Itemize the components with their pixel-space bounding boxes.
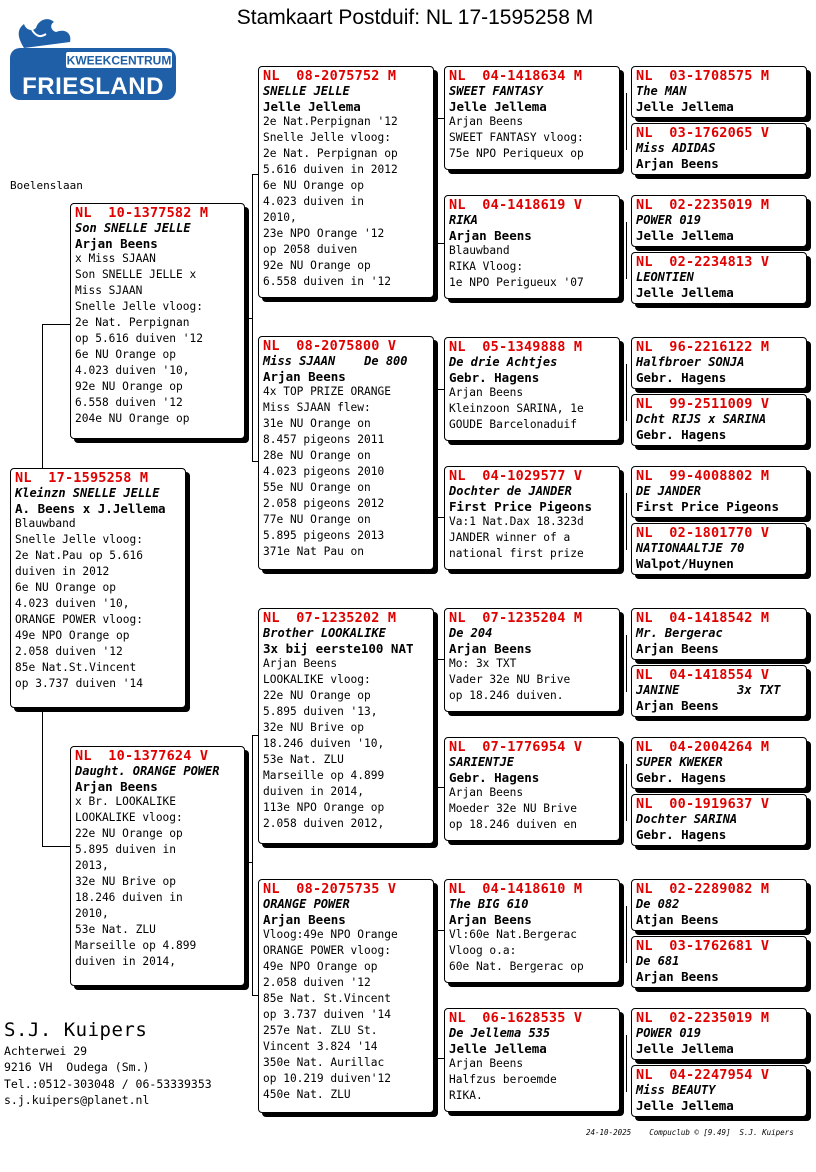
- connector: [437, 389, 438, 517]
- pigeon-name: Miss ADIDAS: [636, 141, 716, 155]
- ring-number: NL 04-1418542 M: [636, 610, 770, 626]
- info-line: 350e Nat. Aurillac: [263, 1056, 385, 1069]
- ring-number: NL 04-2004264 M: [636, 739, 770, 755]
- info-line: Vloog:49e NPO Orange: [263, 928, 398, 941]
- info-line: RIKA.: [449, 1089, 483, 1102]
- info-line: 6e NU Orange op: [75, 348, 177, 361]
- info-line: Snelle Jelle vloog:: [75, 300, 203, 313]
- info-line: op 3.737 duiven '14: [263, 1008, 391, 1021]
- info-line: 75e NPO Periqueux op: [449, 147, 584, 160]
- info-line: 53e Nat. ZLU: [75, 923, 156, 936]
- ring-number: NL 05-1349888 M: [449, 339, 583, 355]
- pigeon-card-sire-sire-sire[interactable]: [444, 66, 620, 170]
- info-line: Arjan Beens: [449, 386, 524, 399]
- breeder-name: Arjan Beens: [75, 236, 158, 251]
- breeder-name: Arjan Beens: [449, 641, 532, 656]
- info-line: JANDER winner of a: [449, 531, 571, 544]
- info-line: op 2058 duiven: [263, 243, 358, 256]
- breeder-name: Jelle Jellema: [636, 228, 734, 243]
- connector: [42, 324, 43, 470]
- breeder-name: Arjan Beens: [636, 969, 719, 984]
- connector: [626, 222, 627, 279]
- pigeon-card-sire-sire[interactable]: [258, 66, 434, 298]
- ring-number: NL 07-1235202 M: [263, 610, 397, 626]
- connector: [437, 930, 438, 1058]
- info-line: 5.895 duiven '13,: [263, 705, 378, 718]
- pigeon-card-gg-12[interactable]: [631, 794, 807, 846]
- pigeon-card-gg-5[interactable]: [631, 337, 807, 389]
- pigeon-name: POWER 019: [636, 1026, 702, 1040]
- pigeon-name: De 681: [636, 954, 680, 968]
- info-line: 55e NU Orange on: [263, 481, 371, 494]
- connector: [626, 1035, 627, 1092]
- info-line: Vader 32e NU Brive: [449, 673, 571, 686]
- info-line: LOOKALIKE vloog:: [263, 673, 371, 686]
- breeder-name: Gebr. Hagens: [636, 370, 727, 385]
- info-line: ORANGE POWER vloog:: [15, 613, 143, 626]
- pigeon-card-gg-14[interactable]: [631, 936, 807, 988]
- pigeon-name: De 082: [636, 897, 680, 911]
- pigeon-name: Mr. Bergerac: [636, 626, 723, 640]
- info-line: 2010,: [75, 907, 109, 920]
- info-line: x Miss SJAAN: [75, 252, 156, 265]
- breeder-name: Arjan Beens: [636, 156, 719, 171]
- info-line: Snelle Jelle vloog:: [15, 533, 143, 546]
- pigeon-card-gg-6[interactable]: [631, 394, 807, 446]
- ring-number: NL 02-2289082 M: [636, 881, 770, 897]
- info-line: Vincent 3.824 '14: [263, 1040, 378, 1053]
- pigeon-card-gg-10[interactable]: [631, 665, 807, 717]
- pigeon-name: Dochter de JANDER: [449, 484, 572, 498]
- pigeon-card-gg-7[interactable]: [631, 466, 807, 518]
- info-line: Halfzus beroemde: [449, 1073, 557, 1086]
- ring-number: NL 00-1919637 V: [636, 796, 770, 812]
- owner-city: 9216 VH Oudega (Sm.): [4, 1060, 150, 1074]
- ring-number: NL 07-1235204 M: [449, 610, 583, 626]
- info-line: 2e Nat. Perpignan op: [263, 147, 398, 160]
- connector: [626, 635, 627, 692]
- pigeon-name: Halfbroer SONJA: [636, 355, 745, 369]
- info-line: SWEET FANTASY vloog:: [449, 131, 584, 144]
- ring-number: NL 02-2234813 V: [636, 254, 770, 270]
- connector: [626, 364, 627, 421]
- pigeon-card-gg-13[interactable]: [631, 879, 807, 931]
- pigeon-card-dam-sire-sire[interactable]: [444, 608, 620, 712]
- breeder-name: Arjan Beens: [636, 698, 719, 713]
- owner-email[interactable]: s.j.kuipers@planet.nl: [4, 1093, 150, 1107]
- pigeon-card-sire-dam[interactable]: [258, 336, 434, 570]
- breeder-name: Arjan Beens: [75, 779, 158, 794]
- info-line: 92e NU Orange op: [263, 259, 371, 272]
- logo-bottom-text: FRIESLAND: [22, 73, 164, 100]
- ring-number: NL 08-2075752 M: [263, 68, 397, 84]
- pigeon-card-dam[interactable]: [70, 746, 245, 986]
- breeder-name: Arjan Beens: [636, 641, 719, 656]
- connector: [626, 493, 627, 550]
- breeder-name: Gebr. Hagens: [449, 370, 540, 385]
- ring-number: NL 03-1762065 V: [636, 125, 770, 141]
- breeder-name: Jelle Jellema: [449, 99, 547, 114]
- info-line: 257e Nat. ZLU St.: [263, 1024, 378, 1037]
- pigeon-card-gg-2[interactable]: [631, 123, 807, 175]
- info-line: 1e NPO Perigueux '07: [449, 276, 584, 289]
- breeder-name: Arjan Beens: [449, 912, 532, 927]
- info-line: Marseille op 4.899: [263, 769, 385, 782]
- info-line: Arjan Beens: [449, 786, 524, 799]
- pigeon-name: LEONTIEN: [636, 270, 694, 284]
- info-line: Vloog o.a:: [449, 944, 517, 957]
- pigeon-card-sire-dam-dam[interactable]: [444, 466, 620, 570]
- breeder-name: Jelle Jellema: [636, 99, 734, 114]
- pigeon-name: POWER 019: [636, 213, 702, 227]
- breeder-name: A. Beens x J.Jellema: [15, 501, 166, 516]
- page-title: Stamkaart Postduif: NL 17-1595258 M: [236, 6, 594, 29]
- info-line: Arjan Beens: [263, 657, 338, 670]
- connector: [626, 764, 627, 821]
- info-line: Miss SJAAN flew:: [263, 401, 371, 414]
- breeder-name: Jelle Jellema: [449, 1041, 547, 1056]
- pigeon-card-gg-16[interactable]: [631, 1065, 807, 1117]
- info-line: LOOKALIKE vloog:: [75, 811, 183, 824]
- breeder-name: Gebr. Hagens: [636, 427, 727, 442]
- ring-number: NL 07-1776954 V: [449, 739, 583, 755]
- owner-phone: Tel.:0512-303048 / 06-53339353: [4, 1077, 212, 1091]
- breeder-name: First Price Pigeons: [449, 499, 592, 514]
- ring-number: NL 03-1762681 V: [636, 938, 770, 954]
- info-line: Arjan Beens: [449, 1057, 524, 1070]
- ring-number: NL 99-4008802 M: [636, 468, 770, 484]
- connector: [42, 708, 43, 846]
- info-line: 2e Nat.Perpignan '12: [263, 115, 398, 128]
- connector: [42, 324, 72, 325]
- info-line: Blauwband: [15, 517, 76, 530]
- location-label: Boelenslaan: [10, 179, 83, 192]
- pigeon-name: ORANGE POWER: [263, 897, 350, 911]
- info-line: 5.895 duiven in: [75, 843, 177, 856]
- info-line: 204e NU Orange op: [75, 412, 190, 425]
- info-line: 49e NPO Orange op: [263, 960, 378, 973]
- pigeon-name: Dcht RIJS x SARINA: [636, 412, 767, 426]
- pigeon-card-sire-sire-dam[interactable]: [444, 195, 620, 299]
- breeder-name: Gebr. Hagens: [636, 827, 727, 842]
- info-line: 2.058 duiven '12: [263, 976, 371, 989]
- info-line: 32e NU Brive op: [263, 721, 365, 734]
- info-line: 2.058 duiven 2012,: [263, 817, 385, 830]
- info-line: 22e NU Orange op: [263, 689, 371, 702]
- info-line: 2e Nat. Perpignan: [75, 316, 190, 329]
- breeder-name: Jelle Jellema: [636, 1098, 734, 1113]
- ring-number: NL 04-1418619 V: [449, 197, 583, 213]
- breeder-name: Gebr. Hagens: [449, 770, 540, 785]
- logo-top-text: KWEEKCENTRUM: [66, 53, 172, 68]
- info-line: 49e NPO Orange op: [15, 629, 130, 642]
- breeder-name: Atjan Beens: [636, 912, 719, 927]
- pigeon-name: DE JANDER: [636, 484, 702, 498]
- pigeon-name: SNELLE JELLE: [263, 84, 350, 98]
- info-line: 8.457 pigeons 2011: [263, 433, 385, 446]
- pigeon-name: Brother LOOKALIKE: [263, 626, 386, 640]
- info-line: 32e NU Brive op: [75, 875, 177, 888]
- info-line: Marseille op 4.899: [75, 939, 197, 952]
- info-line: 77e NU Orange on: [263, 513, 371, 526]
- info-line: 113e NPO Orange op: [263, 801, 385, 814]
- info-line: op 5.616 duiven '12: [75, 332, 203, 345]
- pigeon-name: Kleinzn SNELLE JELLE: [15, 486, 160, 500]
- info-line: Mo: 3x TXT: [449, 657, 517, 670]
- info-line: 5.895 pigeons 2013: [263, 529, 385, 542]
- info-line: 4.023 duiven in: [263, 195, 365, 208]
- ring-number: NL 06-1628535 V: [449, 1010, 583, 1026]
- pigeon-name: The BIG 610: [449, 897, 529, 911]
- ring-number: NL 03-1708575 M: [636, 68, 770, 84]
- ring-number: NL 10-1377582 M: [75, 205, 209, 221]
- breeder-name: Arjan Beens: [263, 912, 346, 927]
- connector: [437, 659, 438, 787]
- pigeon-name: The MAN: [636, 84, 687, 98]
- owner-street: Achterwei 29: [4, 1044, 88, 1058]
- info-line: 18.246 duiven in: [75, 891, 183, 904]
- pigeon-card-dam-dam-sire[interactable]: [444, 879, 620, 983]
- ring-number: NL 02-2235019 M: [636, 197, 770, 213]
- info-line: 18.246 duiven '10,: [263, 737, 385, 750]
- ring-number: NL 04-2247954 V: [636, 1067, 770, 1083]
- info-line: 85e Nat.St.Vincent: [15, 661, 137, 674]
- info-line: 2010,: [263, 211, 297, 224]
- info-line: 85e Nat. St.Vincent: [263, 992, 391, 1005]
- connector: [626, 93, 627, 150]
- info-line: 2013,: [75, 859, 109, 872]
- info-line: 450e Nat. ZLU: [263, 1088, 351, 1101]
- info-line: national first prize: [449, 547, 584, 560]
- ring-number: NL 02-2235019 M: [636, 1010, 770, 1026]
- pigeon-card-gg-15[interactable]: [631, 1008, 807, 1060]
- info-line: Vl:60e Nat.Bergerac: [449, 928, 577, 941]
- ring-number: NL 08-2075735 V: [263, 881, 397, 897]
- info-line: 53e Nat. ZLU: [263, 753, 344, 766]
- pigeon-name: SWEET FANTASY: [449, 84, 543, 98]
- info-line: 2e Nat.Pau op 5.616: [15, 549, 143, 562]
- info-line: 6.558 duiven in '12: [263, 275, 391, 288]
- ring-number: NL 04-1418610 M: [449, 881, 583, 897]
- info-line: duiven in 2014,: [263, 785, 365, 798]
- breeder-name: Gebr. Hagens: [636, 770, 727, 785]
- info-line: Arjan Beens: [449, 115, 524, 128]
- ring-number: NL 17-1595258 M: [15, 470, 149, 486]
- info-line: Moeder 32e NU Brive: [449, 802, 577, 815]
- info-line: 4.023 duiven '10,: [75, 364, 190, 377]
- pigeon-name: Miss BEAUTY: [636, 1083, 716, 1097]
- info-line: GOUDE Barcelonaduif: [449, 418, 577, 431]
- info-line: 6e NU Orange op: [263, 179, 365, 192]
- info-line: 5.616 duiven in 2012: [263, 163, 398, 176]
- pigeon-card-sire-dam-sire[interactable]: [444, 337, 620, 441]
- info-line: op 10.219 duiven'12: [263, 1072, 391, 1085]
- connector: [252, 735, 253, 995]
- pigeon-card-gg-8[interactable]: [631, 523, 807, 575]
- pigeon-name: RIKA: [449, 213, 478, 227]
- breeder-name: Jelle Jellema: [263, 99, 361, 114]
- breeder-name: 3x bij eerste100 NAT: [263, 641, 414, 656]
- breeder-name: Jelle Jellema: [636, 285, 734, 300]
- pigeon-card-gg-11[interactable]: [631, 737, 807, 789]
- pigeon-card-dam-dam-dam[interactable]: [444, 1008, 620, 1112]
- info-line: op 18.246 duiven.: [449, 689, 564, 702]
- ring-number: NL 99-2511009 V: [636, 396, 770, 412]
- pigeon-name: SUPER KWEKER: [636, 755, 723, 769]
- pigeon-name: Miss SJAAN De 800: [263, 354, 408, 368]
- info-line: 6e NU Orange op: [15, 581, 117, 594]
- pigeon-card-sire[interactable]: [70, 203, 245, 439]
- info-line: Kleinzoon SARINA, 1e: [449, 402, 584, 415]
- pigeon-name: De drie Achtjes: [449, 355, 558, 369]
- owner-name: S.J. Kuipers: [4, 1019, 148, 1041]
- info-line: x Br. LOOKALIKE: [75, 795, 177, 808]
- ring-number: NL 04-1418554 V: [636, 667, 770, 683]
- pigeon-name: Son SNELLE JELLE: [75, 221, 191, 235]
- connector: [437, 118, 438, 243]
- ring-number: NL 04-1029577 V: [449, 468, 583, 484]
- connector: [244, 318, 253, 319]
- kweekcentrum-friesland-logo: [10, 16, 178, 102]
- pigeon-card-subject[interactable]: [10, 468, 186, 708]
- info-line: 92e NU Orange op: [75, 380, 183, 393]
- info-line: Va:1 Nat.Dax 18.323d: [449, 515, 584, 528]
- info-line: op 3.737 duiven '14: [15, 677, 143, 690]
- pigeon-name: Dochter SARINA: [636, 812, 738, 826]
- info-line: 60e Nat. Bergerac op: [449, 960, 584, 973]
- info-line: Snelle Jelle vloog:: [263, 131, 391, 144]
- ring-number: NL 04-1418634 M: [449, 68, 583, 84]
- pigeon-card-gg-4[interactable]: [631, 252, 807, 304]
- pigeon-card-gg-1[interactable]: [631, 66, 807, 118]
- ring-number: NL 02-1801770 V: [636, 525, 770, 541]
- pigeon-name: NATIONAALTJE 70: [636, 541, 745, 555]
- ring-number: NL 08-2075800 V: [263, 338, 397, 354]
- pigeon-card-gg-9[interactable]: [631, 608, 807, 660]
- info-line: 2.058 pigeons 2012: [263, 497, 385, 510]
- info-line: 2.058 duiven '12: [15, 645, 123, 658]
- pigeon-name: De 204: [449, 626, 493, 640]
- info-line: ORANGE POWER vloog:: [263, 944, 391, 957]
- pigeon-name: SARIENTJE: [449, 755, 515, 769]
- pigeon-name: De Jellema 535: [449, 1026, 551, 1040]
- connector: [42, 846, 72, 847]
- info-line: 6.558 duiven '12: [75, 396, 183, 409]
- connector: [244, 862, 253, 863]
- pigeon-name: Daught. ORANGE POWER: [75, 764, 220, 778]
- info-line: 4.023 pigeons 2010: [263, 465, 385, 478]
- pigeon-card-dam-dam[interactable]: [258, 879, 434, 1113]
- info-line: duiven in 2014,: [75, 955, 177, 968]
- footer-credit: 24-10-2025 Compuclub © [9.49] S.J. Kuipers: [586, 1128, 794, 1137]
- connector: [626, 906, 627, 963]
- info-line: Blauwband: [449, 244, 510, 257]
- breeder-name: Arjan Beens: [263, 369, 346, 384]
- pigeon-card-dam-sire-dam[interactable]: [444, 737, 620, 841]
- info-line: 31e NU Orange on: [263, 417, 371, 430]
- info-line: 22e NU Orange op: [75, 827, 183, 840]
- ring-number: NL 96-2216122 M: [636, 339, 770, 355]
- info-line: 4.023 duiven '10,: [15, 597, 130, 610]
- breeder-name: Walpot/Huynen: [636, 556, 734, 571]
- pigeon-name: JANINE 3x TXT: [636, 683, 781, 697]
- breeder-name: First Price Pigeons: [636, 499, 779, 514]
- breeder-name: Jelle Jellema: [636, 1041, 734, 1056]
- info-line: op 18.246 duiven en: [449, 818, 577, 831]
- info-line: 371e Nat Pau on: [263, 545, 365, 558]
- pigeon-card-gg-3[interactable]: [631, 195, 807, 247]
- info-line: 28e NU Orange on: [263, 449, 371, 462]
- info-line: 23e NPO Orange '12: [263, 227, 385, 240]
- info-line: duiven in 2012: [15, 565, 110, 578]
- info-line: Miss SJAAN: [75, 284, 143, 297]
- info-line: RIKA Vloog:: [449, 260, 524, 273]
- info-line: Son SNELLE JELLE x: [75, 268, 197, 281]
- breeder-name: Arjan Beens: [449, 228, 532, 243]
- info-line: 4x TOP PRIZE ORANGE: [263, 385, 391, 398]
- ring-number: NL 10-1377624 V: [75, 748, 209, 764]
- pigeon-card-dam-sire[interactable]: [258, 608, 434, 844]
